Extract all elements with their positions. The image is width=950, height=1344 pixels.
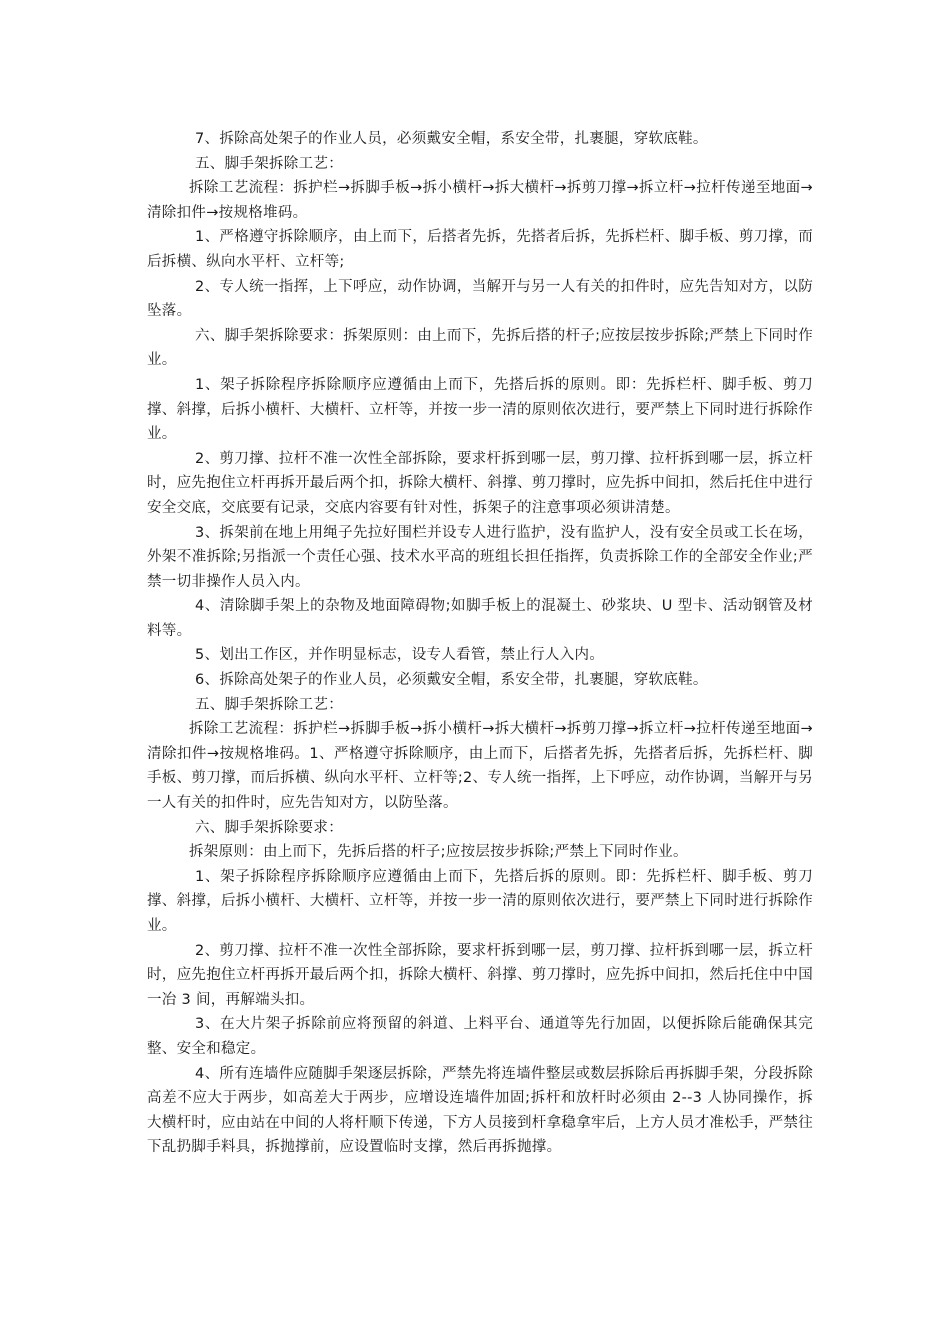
paragraph-order-1: 1、严格遵守拆除顺序，由上而下，后搭者先拆，先搭者后拆，先拆栏杆、脚手板、剪刀撑，而后拆横、纵向水平杆、立杆等; [147,229,813,270]
paragraph-requirement-6: 6、拆除高处架子的作业人员，必须戴安全帽，系安全带，扎裹腿，穿软底鞋。 [195,672,708,689]
paragraph-process-flow-repeat: 拆除工艺流程：拆护栏→拆脚手板→拆小横杆→拆大横杆→拆剪刀撑→拆立杆→拉杆传递至地面→清除扣件→按规格堆码。1、严格遵守拆除顺序，由上而下，后搭者先拆，先搭者后拆，先拆栏杆、脚手板、剪刀撑，而后拆横、纵向水平杆、立杆等;2、专人统一指挥，上下呼应，动作协调，当解开与另一人有关的扣件时，应先告知对方，以防坠落。 [147,721,813,812]
paragraph-requirement-2: 2、剪刀撑、拉杆不准一次性全部拆除，要求杆拆到哪一层，剪刀撑、拉杆拆到哪一层，拆立杆时，应先抱住立杆再拆开最后两个扣，拆除大横杆、斜撑、剪刀撑时，应先拆中间扣，然后托住中进行安全交底，交底要有记录，交底内容要有针对性，拆架子的注意事项必须讲清楚。 [147,450,813,516]
paragraph-requirement-4: 4、清除脚手架上的杂物及地面障碍物;如脚手板上的混凝土、砂浆块、U 型卡、活动钢管及材料等。 [147,598,813,639]
paragraph-process-flow: 拆除工艺流程：拆护栏→拆脚手板→拆小横杆→拆大横杆→拆剪刀撑→拆立杆→拉杆传递至地面→清除扣件→按规格堆码。 [147,180,813,221]
paragraph-requirement-4-wall-ties: 4、所有连墙件应随脚手架逐层拆除，严禁先将连墙件整层或数层拆除后再拆脚手架，分段拆除高差不应大于两步，如高差大于两步，应增设连墙件加固;拆杆和放杆时必须由 2--3 人协同操作，拆大横杆时，应由站在中间的人将杆顺下传递，下方人员接到杆拿稳拿牢后，上方人员才准松手，严禁往下乱扔脚手料具，拆抛撑前，应设置临时支撑，然后再拆抛撑。 [147,1065,813,1156]
paragraph-requirement-3-reinforce: 3、在大片架子拆除前应将预留的斜道、上料平台、通道等先行加固，以便拆除后能确保其完整、安全和稳定。 [147,1016,813,1057]
paragraph-command-2: 2、专人统一指挥，上下呼应，动作协调，当解开与另一人有关的扣件时，应先告知对方，以防坠落。 [147,278,813,320]
paragraph-dismantle-principle: 拆架原则：由上而下，先拆后搭的杆子;应按层按步拆除;严禁上下同时作业。 [189,844,688,861]
heading-dismantle-process-repeat: 五、脚手架拆除工艺： [195,696,343,713]
paragraph-requirement-2-repeat: 2、剪刀撑、拉杆不准一次性全部拆除，要求杆拆到哪一层，剪刀撑、拉杆拆到哪一层，拆立杆时，应先抱住立杆再拆开最后两个扣，拆除大横杆、斜撑、剪刀撑时，应先拆中间扣，然后托住中中国一冶 3 间，再解端头扣。 [147,942,813,1008]
paragraph-safety-gear-7: 7、拆除高处架子的作业人员，必须戴安全帽，系安全带，扎裹腿，穿软底鞋。 [195,131,708,147]
paragraph-requirement-1-repeat: 1、架子拆除程序拆除顺序应遵循由上而下，先搭后拆的原则。即：先拆栏杆、脚手板、剪刀撑、斜撑，后拆小横杆、大横杆、立杆等，并按一步一清的原则依次进行，要严禁上下同时进行拆除作业。 [147,868,813,934]
heading-dismantle-requirements: 六、脚手架拆除要求：拆架原则：由上而下，先拆后搭的杆子;应按层按步拆除;严禁上下同时作业。 [147,327,813,369]
paragraph-requirement-5: 5、划出工作区，并作明显标志，设专人看管，禁止行人入内。 [195,647,605,664]
document-body [147,127,813,1160]
paragraph-requirement-1: 1、架子拆除程序拆除顺序应遵循由上而下，先搭后拆的原则。即：先拆栏杆、脚手板、剪刀撑、斜撑，后拆小横杆、大横杆、立杆等，并按一步一清的原则依次进行，要严禁上下同时进行拆除作业。 [147,376,813,443]
heading-dismantle-process: 五、脚手架拆除工艺： [195,155,343,172]
paragraph-requirement-3: 3、拆架前在地上用绳子先拉好围栏并设专人进行监护，没有监护人，没有安全员或工长在场，外架不准拆除;另指派一个责任心强、技术水平高的班组长担任指挥，负责拆除工作的全部安全作业;严禁一切非操作人员入内。 [147,524,813,590]
heading-dismantle-requirements-repeat: 六、脚手架拆除要求： [195,819,343,836]
